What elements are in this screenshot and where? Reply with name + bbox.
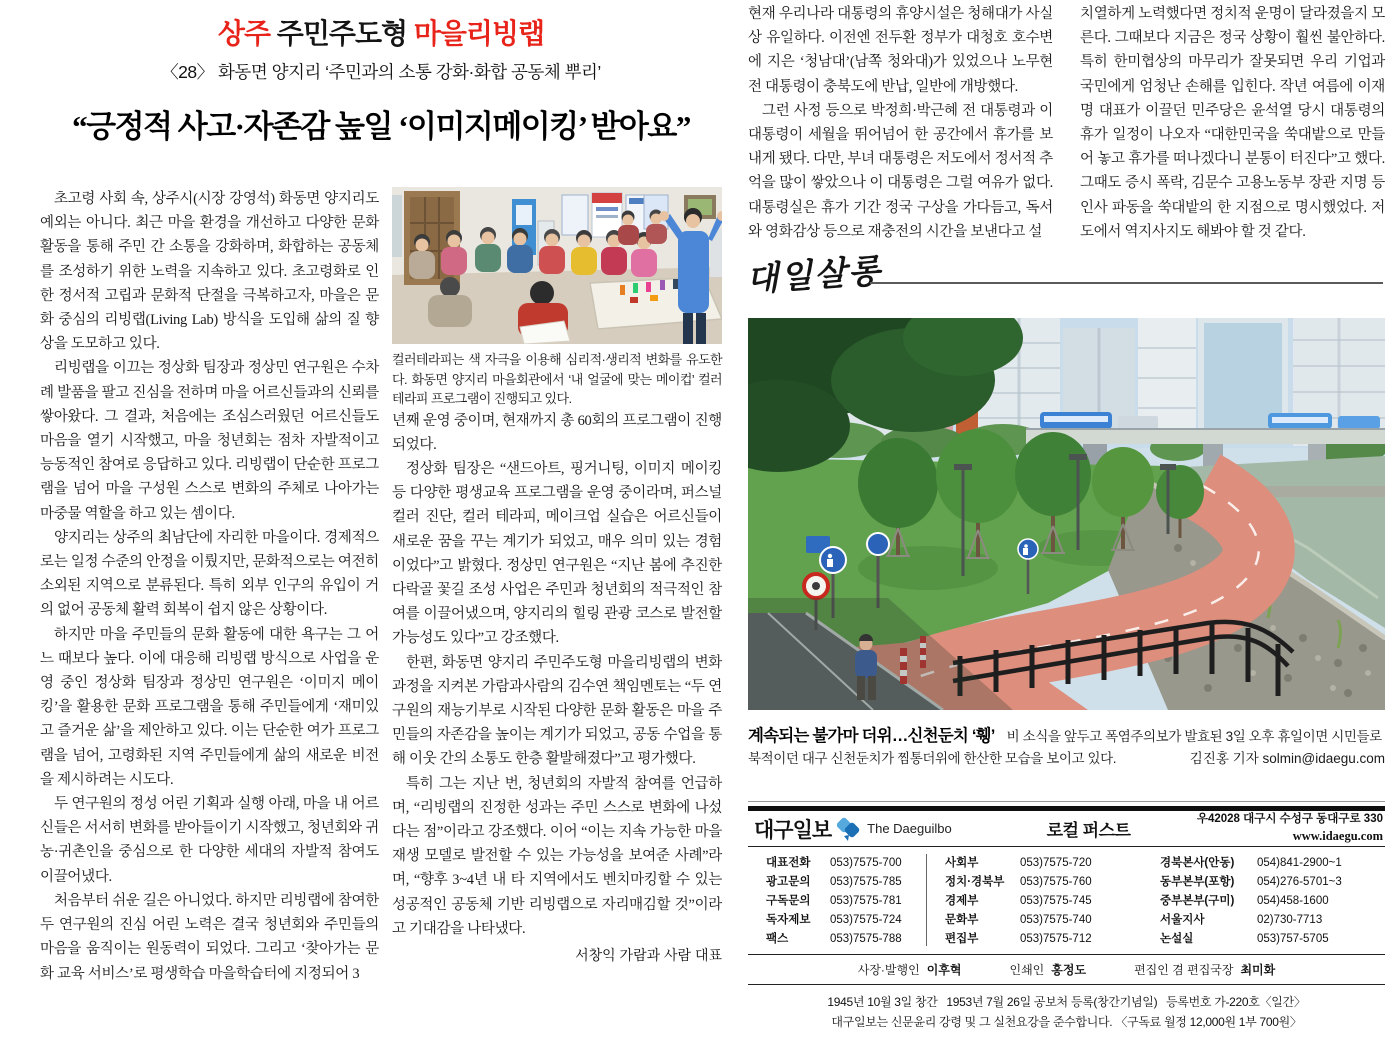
contact-directory — [748, 847, 1385, 955]
paragraph: 리빙랩을 이끄는 정상화 팀장과 정상민 연구원은 수차례 발품을 팔고 진심을 전하며 마을 어르신들과의 신뢰를 쌓아왔다. 그 결과, 처음에는 조심스러웠던 어르신들도 마음을 열기 시작했고, 마을 청년회는 점차 자발적이고 능동적인 참여로 응답하고 있다. 리빙랩이 단순한 프로그램을 넘어 마을 구성원 스스로 변화의 주체로 나아가는 마중물 역할을 하고 있는 셈이다. — [40, 360, 379, 522]
officer-entry: 사장·발행인 이후혁 — [857, 963, 962, 977]
registration-line: 1945년 10월 3일 창간 1953년 7월 26일 공보처 등록(창간기념일) 등록번호 가-220호〈일간〉 — [827, 995, 1306, 1009]
article-photo-caption: 컬러테라피는 색 자극을 이용해 심리적·생리적 변화를 유도한다. 화동면 양지리 마을회관에서 ‘내 얼굴에 맞는 메이컵’ 컬러테라피 프로그램이 진행되고 있다. — [392, 352, 722, 406]
contact-row: 동부본부(포항) 054)276-5701~3 — [1160, 876, 1342, 888]
contact-row: 팩스 053)7575-788 — [766, 933, 902, 945]
article-byline: 서창익 가람과 사람 대표 — [575, 946, 722, 963]
contact-row: 편집부 053)7575-712 — [945, 933, 1092, 945]
salon-photo — [748, 318, 1385, 710]
article-photo — [392, 187, 722, 344]
website-url: www.idaegu.com — [1292, 828, 1383, 843]
contact-row: 경북본사(안동) 054)841-2900~1 — [1160, 857, 1342, 869]
paragraph: 현재 우리나라 대통령의 휴양시설은 청해대가 사실상 유일하다. 이전엔 전두환 정부가 대청호 호수변에 지은 ‘청남대’(남쪽 청와대)가 있었으나 노무현 전 대통령이 충북도에 반납, 일반에 개방했다. — [748, 6, 1053, 95]
paragraph: 두 연구원의 정성 어린 기획과 실행 아래, 마을 내 어르신들은 서서히 변화를 받아들이기 시작했고, 청년회와 귀농·귀촌인을 중심으로 한 다양한 세대의 자발적 참여도 이끌어냈다. — [40, 796, 379, 885]
masthead-box — [748, 801, 1385, 1038]
article-column-1 — [40, 187, 379, 986]
contact-row: 문화부 053)7575-740 — [945, 914, 1092, 926]
contact-row: 광고문의 053)7575-785 — [766, 876, 902, 888]
contact-row: 대표전화 053)7575-700 — [766, 857, 902, 869]
opinion-column-2 — [1080, 2, 1385, 244]
ethics-line: 대구일보는 신문윤리 강령 및 그 실천요강을 준수합니다. 〈구독료 월정 12,000원 1부 700원〉 — [831, 1015, 1302, 1029]
article-headline: “긍정적 사고·자존감 높일 ‘이미지메이킹’ 받아요” — [72, 109, 690, 144]
opinion-article — [748, 2, 1385, 244]
paragraph: 치열하게 노력했다면 정치적 운명이 달라졌을지 모른다. 그때보다 지금은 정국 상황이 훨씬 불안하다. 특히 한미협상의 마무리가 잘못되면 우리 기업과 국민에게 엄청난 손해를 입힌다. 작년 여름에 이재명 대표가 이끌던 민주당은 윤석열 당시 대통령의 휴가 일정이 나오자 “대한민국을 쑥대밭으로 만들어 놓고 휴가를 떠나겠다니 분통이 터진다”고 했다. 그때도 증시 폭락, 김문수 고용노동부 장관 지명 등 인사 파동을 쑥대밭의 한 지점으로 명시했었다. 저도에서 역지사지도 해봐야 할 것 같다. — [1080, 6, 1385, 240]
contact-row: 중부본부(구미) 054)458-1600 — [1160, 895, 1329, 907]
contact-column-3 — [1150, 854, 1342, 946]
contact-row: 사회부 053)7575-720 — [945, 857, 1092, 869]
article-series-subtitle: 〈28〉 화동면 양지리 ‘주민과의 소통 강화·화합 공동체 뿌리’ — [161, 62, 601, 82]
contact-row: 서울지사 02)730-7713 — [1160, 914, 1323, 926]
brand-name-english: The Daeguilbo — [867, 821, 952, 836]
officer-entry: 인쇄인 홍정도 — [1009, 963, 1087, 977]
salon-section-title: 대일살롱 — [745, 251, 883, 299]
paragraph: 초고령 사회 속, 상주시(시장 강영석) 화동면 양지리도 예외는 아니다. 최근 마을 환경을 개선하고 다양한 문화 활동을 통해 주민 간 소통을 강화하며, 화합하는 공동체를 조성하기 위한 노력을 지속하고 있다. 초고령화로 인한 정서적 고립과 문화적 단절을 극복하고자, 마을은 문화 중심의 리빙랩(Living Lab) 방식을 도입해 삶의 질 향상을 도모하고 있다. — [40, 191, 379, 353]
officer-entry: 편집인 겸 편집국장 최미화 — [1134, 963, 1276, 977]
salon-photo-illustration — [748, 318, 1385, 710]
paragraph: 년째 운영 중이며, 현재까지 총 60회의 프로그램이 진행되었다. — [392, 412, 722, 453]
masthead-motto: 로컬 퍼스트 — [1046, 821, 1131, 840]
paragraph: 정상화 팀장은 “샌드아트, 핑거니팅, 이미지 메이킹 등 다양한 평생교육 프로그램을 운영 중이라며, 퍼스널 컬러 진단, 컬러 테라피, 메이크업 실습은 어르신들이 새로운 꿈을 꾸는 계기가 되었고, 매우 의미 있는 경험이었다”고 밝혔다. 정상민 연구원은 “지난 봄에 추진한 다락골 꽃길 조성 사업은 주민과 청년회의 적극적인 참여를 이끌어냈으며, 양지리의 힐링 관광 코스로 발전할 가능성도 있다”고 강조했다. — [392, 460, 722, 647]
contact-column-2 — [926, 854, 1150, 946]
contact-row: 정치·경북부 053)7575-760 — [945, 876, 1092, 888]
newspaper-brand — [748, 814, 1004, 844]
article-columns — [40, 187, 722, 986]
right-section — [745, 0, 1385, 1038]
salon-section-header — [745, 251, 1385, 308]
caption-body: 비 소식을 앞두고 폭염주의보가 발효된 3일 오후 휴일이면 시민들로 북적이던 대구 신천둔치가 찜통더위에 한산한 모습을 보이고 있다. — [748, 729, 1382, 766]
paragraph: 처음부터 쉬운 길은 아니었다. 하지만 리빙랩에 참여한 두 연구원의 진심 어린 노력은 결국 청년회와 주민들의 마음을 움직이는 원동력이 되었다. 그리고 ‘찾아가는 문화 교육 서비스’로 평생학습 마을학습터에 지정되어 3 — [40, 892, 379, 982]
masthead-address — [1173, 812, 1385, 844]
contact-column-1 — [748, 854, 926, 946]
opinion-column-1 — [748, 2, 1053, 244]
masthead-top-line — [748, 801, 1385, 802]
main-article — [40, 0, 722, 1038]
article-column-2 — [392, 187, 722, 986]
salon-photo-caption — [748, 722, 1385, 770]
contact-row: 독자제보 053)7575-724 — [766, 914, 902, 926]
masthead-header — [748, 811, 1385, 847]
section-divider-line — [870, 282, 1383, 284]
caption-title: 계속되는 불가마 더위…신천둔치 ‘휑’ — [748, 727, 995, 745]
fine-print — [748, 985, 1385, 1038]
contact-row: 경제부 053)7575-745 — [945, 895, 1092, 907]
postal-address: 우42028 대구시 수성구 동대구로 330 — [1196, 813, 1383, 826]
paragraph: 특히 그는 지난 번, 청년회의 자발적 참여를 언급하며, “리빙랩의 진정한 성과는 주민 스스로 변화에 나섰다는 점”이라고 강조했다. 이어 “이는 지속 가능한 마을 재생 모델로 발전할 수 있는 가능성을 보여준 사례”라며, “향후 3~4년 내 타 지역에서도 벤치마킹할 수 있는 성공적인 공동체 기반 리빙랩으로 자리매김할 것”이라고 기대감을 나타냈다. — [392, 775, 722, 937]
paragraph: 그런 사정 등으로 박정희·박근혜 전 대통령과 이 대통령이 세월을 뛰어넘어 한 공간에서 휴가를 보내게 됐다. 다만, 부녀 대통령은 저도에서 정서적 추억을 많이 쌓았으나 이 대통령은 그럴 여유가 없다. 대통령실은 휴가 기간 정국 구상을 가다듬고, 독서와 영화감상 등으로 재충전의 시간을 보낸다고 설 — [748, 102, 1053, 240]
paragraph: 하지만 마을 주민들의 문화 활동에 대한 욕구는 그 어느 때보다 높다. 이에 대응해 리빙랩 방식으로 사업을 운영 중인 정상화 팀장과 정상민 연구원은 ‘이미지 메이킹’을 활용한 문화 프로그램을 통해 주민들에게 ‘재미있고 즐거운 삶’을 제안하고 있다. 이는 단순한 여가 프로그램을 넘어, 고령화된 지역 주민들에게 삶의 새로운 비전을 제시하려는 시도다. — [40, 626, 379, 788]
kicker-segment: 마을리빙랩 — [413, 18, 545, 49]
article-photo-illustration — [392, 187, 722, 344]
contact-row: 구독문의 053)7575-781 — [766, 895, 902, 907]
photo-credit: 김진홍 기자 solmin@idaegu.com — [1189, 751, 1385, 766]
kicker-segment: 주민주도형 — [270, 18, 414, 49]
brand-name: 대구일보 — [754, 818, 832, 842]
contact-row: 논설실 053)757-5705 — [1160, 933, 1329, 945]
daeguilbo-logo-icon — [837, 816, 861, 842]
kicker-segment: 상주 — [217, 18, 271, 49]
paragraph: 한편, 화동면 양지리 주민주도형 마을리빙랩의 변화 과정을 지켜본 가람과사람의 김수연 책임멘토는 “두 연구원의 재능기부로 시작된 다양한 문화 활동은 마을 주민들의 자존감을 높이는 계기가 되었고, 공동 수업을 통해 이웃 간의 소통도 한층 활발해졌다”고 평가했다. — [392, 654, 722, 768]
article-kicker — [40, 12, 722, 52]
paragraph: 양지리는 상주의 최남단에 자리한 마을이다. 경제적으로는 일정 수준의 안정을 이뤘지만, 문화적으로는 여전히 소외된 지역으로 분류된다. 특히 외부 인구의 유입이 거의 없어 공동체 활력 회복이 쉽지 않은 상황이다. — [40, 529, 379, 619]
officers-row — [748, 955, 1385, 985]
